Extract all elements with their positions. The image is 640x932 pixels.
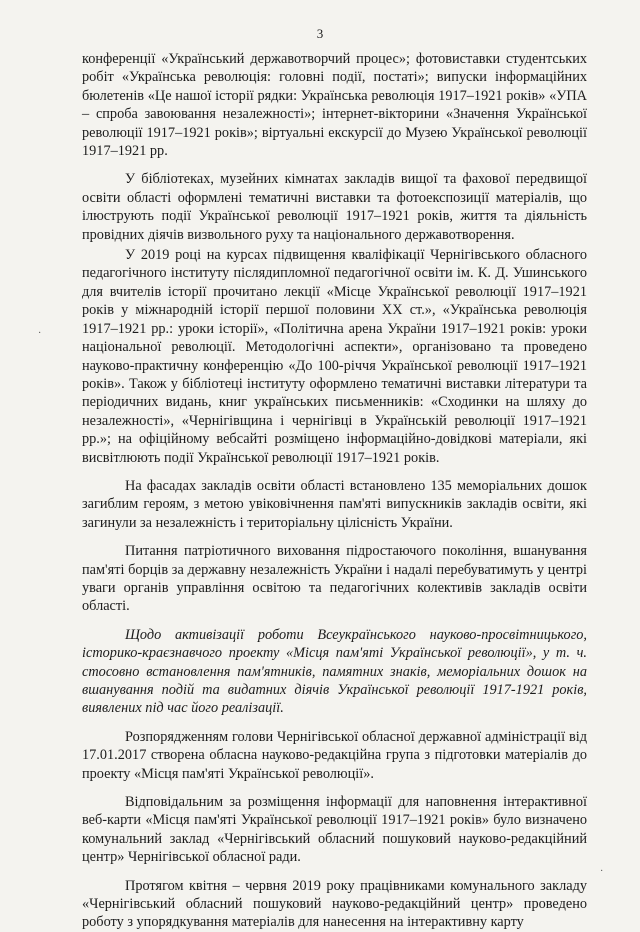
document-body: [82, 50, 587, 932]
scan-speck: ·: [38, 328, 42, 339]
paragraph-web-map-responsible: Відповідальним за розміщення інформації для наповнення інтерактивної веб-карти «Місця пам'яті Української революції 1917–1921 років» було визначено комунальний заклад «Чернігівський обласний пошуковий науково-редакційний центр» Чернігівської обласної ради.: [82, 794, 587, 866]
paragraph-memorial-plaques: На фасадах закладів освіти області встановлено 135 меморіальних дошок загиблим героям, з метою увіковічнення пам'яті випускників закладів освіти, які загинули за незалежність і територіальну цілісність України.: [82, 477, 587, 531]
paragraph-materials-work: Протягом квітня – червня 2019 року працівниками комунального закладу «Чернігівський обласний пошуковий науково-редакційний центр» проведено роботу з упорядкування матеріалів для нанесення на інтерактивну карту: [82, 877, 587, 931]
paragraph-patriotic-education: Питання патріотичного виховання підростаючого покоління, вшанування пам'яті борців за державну незалежність України і надалі перебуватимуть у центрі уваги органів управління освітою та педагогічних колективів закладів освіти області.: [82, 543, 587, 615]
paragraph-teacher-training: У 2019 році на курсах підвищення кваліфікації Чернігівського обласного педагогічного інституту післядипломної педагогічної освіти ім. К. Д. Ушинського для вчителів історії прочитано лекції «Місце Української революції 1917–1921 років у міжнародній історії першої половини XX ст.», «Українська революція 1917–1921 рр.: уроки історії», «Політична арена України 1917–1921 років: уроки національної революції. Методологічні аспекти», організовано та проведено науково-практичну конференцію «До 100-річчя Української революції 1917–1921 років». Також у бібліотеці інституту оформлено тематичні виставки літератури та періодичних видань, книг українських письменників: «Сходинки на шляху до незалежності», «Чернігівщина і чернігівці в Українській революції 1917–1921 рр.»; на офіційному вебсайті розміщено інформаційно-довідкові матеріали, які висвітлюють події Української революції 1917–1921 років.: [82, 247, 587, 466]
paragraph-project-heading: Щодо активізації роботи Всеукраїнського науково-просвітницького, історико-краєзнавчого проекту «Місця пам'яті Української революції», у т. ч. стосовно встановлення пам'ятників, памятних знаків, меморіальних дошок на вшанування подій та видатних діячів Української революції 1917-1921 років, виявлених під час його реалізації.: [82, 626, 587, 717]
scan-speck: ·: [600, 866, 604, 877]
paragraph-editorial-group: Розпорядженням голови Чернігівської обласної державної адміністрації від 17.01.2017 створена обласна науково-редакційна група з підготовки матеріалів до проекту «Місця пам'яті Української революції».: [82, 728, 587, 782]
paragraph-exhibitions-list: конференції «Український державотворчий процес»; фотовиставки студентських робіт «Українська революція: головні події, постаті»; випуски інформаційних бюлетенів «Це нашої історії рядки: Українська революція 1917–1921 років» «УПА – спроба завоювання незалежності»; інтернет-вікторини «Значення Української революції 1917–1921 років»; віртуальні екскурсії до Музею Української революції 1917–1921 рр.: [82, 51, 587, 160]
page-number: 3: [316, 26, 324, 41]
paragraph-libraries-museums: У бібліотеках, музейних кімнатах закладів вищої та фахової передвищої освіти області оформлені тематичні виставки та фотоекспозиції матеріалів, що ілюструють події Української революції 1917–1921 років, життя та діяльність провідних діячів визвольного руху та національного державотворення.: [82, 171, 587, 243]
